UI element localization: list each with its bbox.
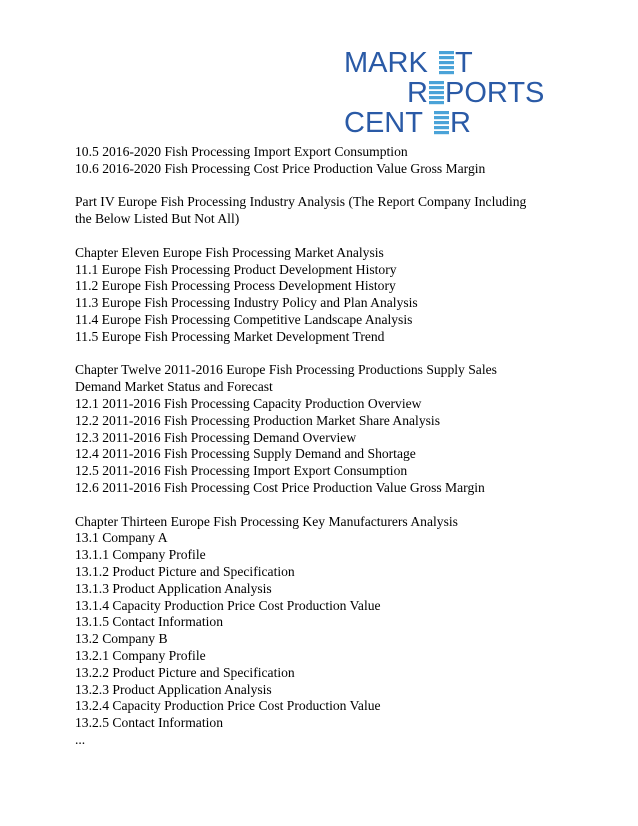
toc-line: 11.1 Europe Fish Processing Product Development History — [75, 261, 397, 277]
toc-line: 13.1.5 Contact Information — [75, 614, 223, 630]
toc-line: 13.1.4 Capacity Production Price Cost Production Value — [75, 597, 381, 613]
market-reports-center-logo — [344, 44, 564, 136]
toc-line: 12.4 2011-2016 Fish Processing Supply Demand and Shortage — [75, 446, 416, 462]
toc-line: 11.3 Europe Fish Processing Industry Policy and Plan Analysis — [75, 295, 418, 311]
logo-e-bars-1 — [439, 51, 454, 74]
toc-line: 13.2.3 Product Application Analysis — [75, 681, 272, 697]
toc-line: 13.2.4 Capacity Production Price Cost Production Value — [75, 698, 381, 714]
toc-line: 12.6 2011-2016 Fish Processing Cost Price Production Value Gross Margin — [75, 479, 485, 495]
paragraph-gap — [75, 497, 575, 514]
report-toc — [75, 144, 575, 749]
toc-line: 12.3 2011-2016 Fish Processing Demand Overview — [75, 429, 357, 445]
paragraph-gap — [75, 346, 575, 363]
toc-line: Chapter Eleven Europe Fish Processing Market Analysis — [75, 244, 384, 260]
toc-line: 13.1.2 Product Picture and Specification — [75, 563, 295, 579]
toc-line: 12.1 2011-2016 Fish Processing Capacity Production Overview — [75, 395, 422, 411]
toc-block — [75, 144, 575, 178]
toc-line: 12.2 2011-2016 Fish Processing Production Market Share Analysis — [75, 412, 440, 428]
logo-line-1-text: MARK — [344, 47, 428, 79]
toc-block — [75, 362, 575, 496]
logo-line-1-end: T — [455, 47, 473, 79]
toc-line: 13.2.5 Contact Information — [75, 715, 223, 731]
toc-line: 13.1 Company A — [75, 530, 168, 546]
logo-e-bars-3 — [434, 111, 449, 134]
logo-line-3-end: R — [450, 107, 471, 136]
toc-line: Demand Market Status and Forecast — [75, 379, 273, 395]
logo-line-2-end: PORTS — [445, 77, 545, 109]
toc-line: ... — [75, 731, 86, 747]
toc-line: 11.2 Europe Fish Processing Process Development History — [75, 278, 396, 294]
toc-line: 10.5 2016-2020 Fish Processing Import Export Consumption — [75, 144, 408, 159]
toc-block — [75, 245, 575, 346]
toc-line: the Below Listed But Not All) — [75, 211, 240, 227]
logo-line-3-start: CENT — [344, 107, 423, 136]
toc-line: 12.5 2011-2016 Fish Processing Import Export Consumption — [75, 463, 408, 479]
logo-e-bars-2 — [429, 81, 444, 104]
toc-line: 13.1.3 Product Application Analysis — [75, 580, 272, 596]
toc-line: Chapter Thirteen Europe Fish Processing Key Manufacturers Analysis — [75, 513, 458, 529]
logo-line-2-start: R — [407, 77, 428, 109]
toc-line: Part IV Europe Fish Processing Industry Analysis (The Report Company Including — [75, 194, 527, 210]
toc-line: 13.1.1 Company Profile — [75, 547, 206, 563]
toc-line: Chapter Twelve 2011-2016 Europe Fish Processing Productions Supply Sales — [75, 362, 497, 378]
toc-line: 13.2.2 Product Picture and Specification — [75, 664, 295, 680]
logo-graphic — [344, 44, 564, 136]
toc-line: 13.2 Company B — [75, 631, 168, 647]
toc-line: 11.5 Europe Fish Processing Market Development Trend — [75, 328, 385, 344]
toc-line: 13.2.1 Company Profile — [75, 647, 206, 663]
paragraph-gap — [75, 228, 575, 245]
toc-line: 10.6 2016-2020 Fish Processing Cost Price Production Value Gross Margin — [75, 160, 486, 176]
toc-line: 11.4 Europe Fish Processing Competitive Landscape Analysis — [75, 311, 413, 327]
paragraph-gap — [75, 178, 575, 195]
toc-block — [75, 194, 575, 228]
toc-block — [75, 514, 575, 749]
